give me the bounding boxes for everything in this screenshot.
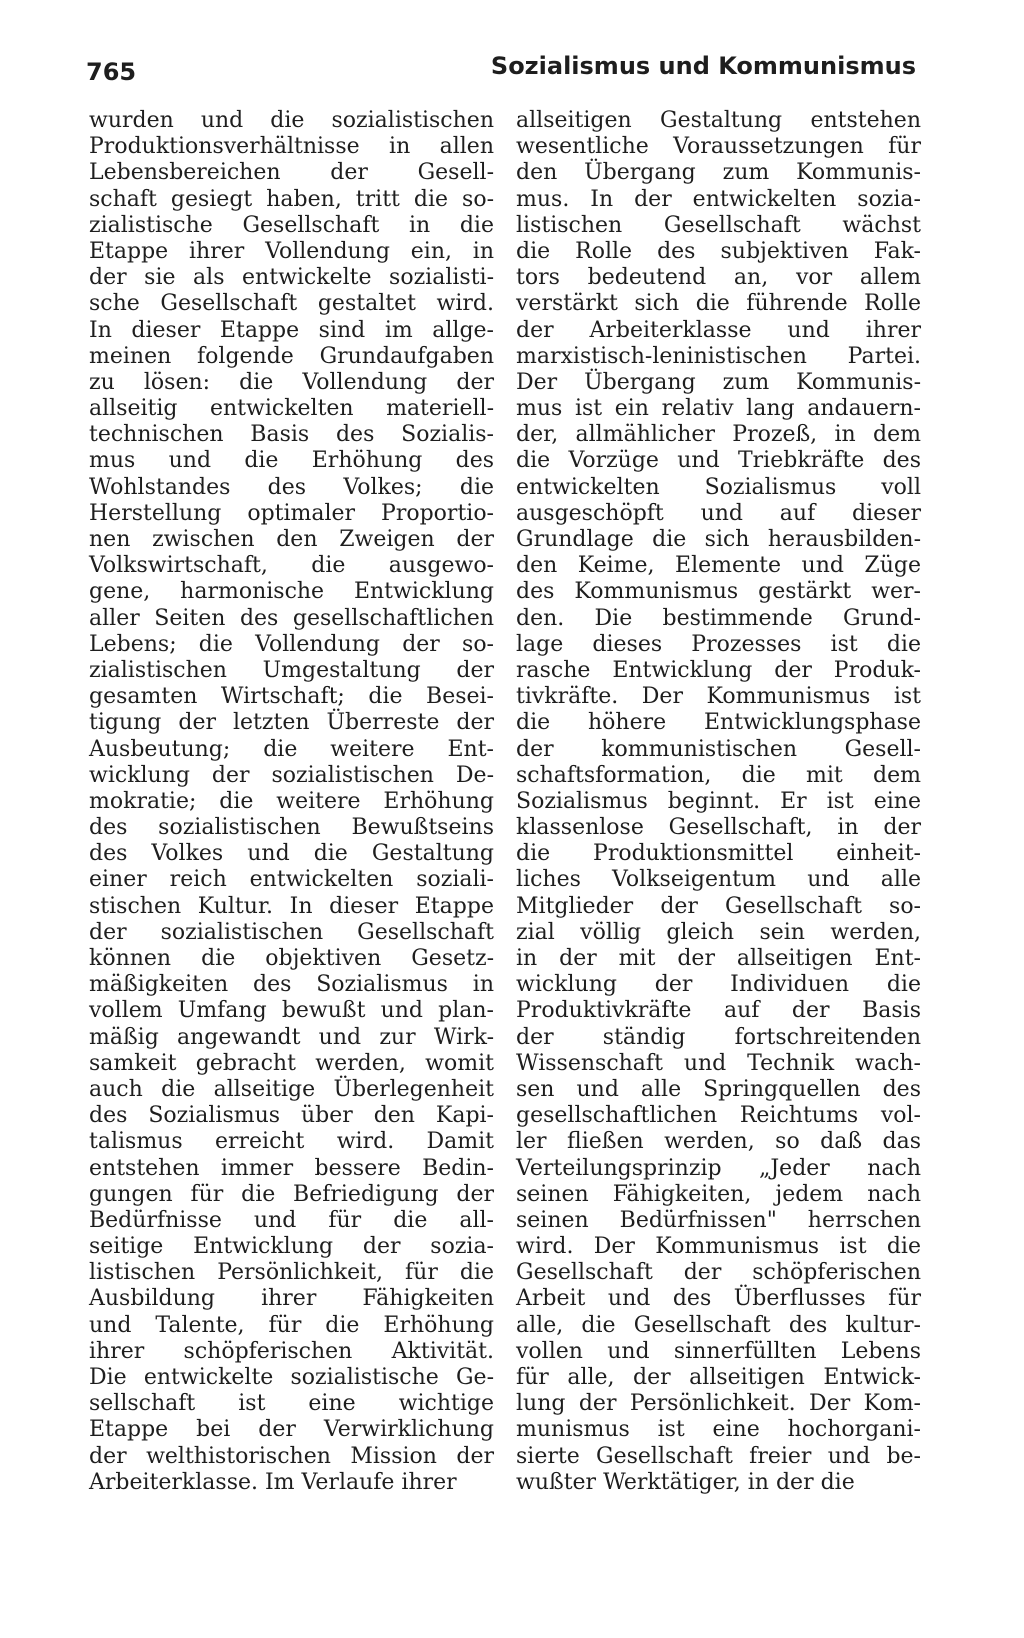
text-line: rasche Entwicklung der Produk- — [516, 657, 921, 683]
text-line: Arbeiterklasse. Im Verlaufe ihrer — [89, 1469, 457, 1495]
text-line: lage dieses Prozesses ist die — [516, 631, 921, 657]
text-line: talismus erreicht wird. Damit — [89, 1129, 494, 1155]
text-line: listischen Gesellschaft wächst — [516, 212, 921, 238]
text-line: in der mit der allseitigen Ent- — [516, 946, 921, 971]
text-line: der Arbeiterklasse und ihrer — [516, 317, 921, 343]
text-line: mäßig angewandt und zur Wirk- — [89, 1024, 494, 1050]
text-line: gesamten Wirtschaft; die Besei- — [89, 684, 494, 710]
text-line: lung der Persönlichkeit. Der Kom- — [516, 1391, 921, 1417]
text-line: zialistische Gesellschaft in die — [89, 212, 494, 238]
text-line: Sozialismus beginnt. Er ist eine — [516, 788, 921, 814]
text-line: munismus ist eine hochorgani- — [516, 1417, 921, 1443]
text-line: Herstellung optimaler Proportio- — [89, 500, 494, 526]
text-line: der kommunistischen Gesell- — [516, 736, 921, 762]
text-line: Wissenschaft und Technik wach- — [516, 1050, 921, 1076]
text-line: seitige Entwicklung der sozia- — [89, 1234, 494, 1260]
text-line: den Keime, Elemente und Züge — [516, 553, 921, 579]
text-line: die Vorzüge und Triebkräfte des — [516, 448, 921, 474]
text-line: mus und die Erhöhung des — [89, 448, 494, 474]
text-line: Mitglieder der Gesellschaft so- — [516, 893, 921, 919]
text-line: Lebensbereichen der Gesell- — [89, 160, 494, 186]
text-column-right — [516, 108, 921, 1496]
text-line: sellschaft ist eine wichtige — [89, 1391, 494, 1417]
text-line: Der Übergang zum Kommunis- — [516, 369, 921, 395]
page-header — [86, 50, 916, 90]
text-line: Verteilungsprinzip „Jeder nach — [516, 1155, 921, 1181]
text-column-left — [89, 108, 494, 1496]
text-line: stischen Kultur. In dieser Etappe — [89, 893, 494, 919]
text-line: des sozialistischen Bewußtseins — [89, 815, 494, 841]
text-line: aller Seiten des gesellschaftlichen — [89, 605, 494, 631]
text-line: den Übergang zum Kommunis- — [516, 160, 921, 186]
text-line: der sie als entwickelte sozialisti- — [89, 265, 494, 291]
text-line: der ständig fortschreitenden — [516, 1024, 921, 1050]
text-line: Ausbeutung; die weitere Ent- — [89, 736, 494, 762]
text-line: ausgeschöpft und auf dieser — [516, 500, 921, 526]
text-line: vollem Umfang bewußt und plan- — [89, 998, 494, 1024]
running-head: Sozialismus und Kommunismus — [490, 52, 916, 80]
text-line: des Volkes und die Gestaltung — [89, 841, 494, 867]
text-line: mus ist ein relativ lang andauern- — [516, 396, 921, 422]
text-line: die Rolle des subjektiven Fak- — [516, 238, 921, 264]
text-line: seinen Bedürfnissen" herrschen — [516, 1207, 921, 1233]
text-line: tivkräfte. Der Kommunismus ist — [516, 684, 921, 710]
text-line: sche Gesellschaft gestaltet wird. — [89, 291, 494, 317]
text-line: allseitig entwickelten materiell- — [89, 396, 494, 422]
text-line: entwickelten Sozialismus voll — [516, 474, 921, 500]
text-line: der, allmählicher Prozeß, in dem — [516, 422, 921, 448]
text-line: zialistischen Umgestaltung der — [89, 657, 494, 683]
text-line: Die entwickelte sozialistische Ge- — [89, 1365, 494, 1390]
text-line: Etappe ihrer Vollendung ein, in — [89, 238, 494, 264]
text-line: gene, harmonische Entwicklung — [89, 579, 494, 605]
text-line: gesellschaftlichen Reichtums vol- — [516, 1103, 921, 1129]
text-line: wesentliche Voraussetzungen für — [516, 134, 921, 160]
text-line: alle, die Gesellschaft des kultur- — [516, 1312, 921, 1338]
text-line: technischen Basis des Sozialis- — [89, 422, 494, 448]
text-line: wird. Der Kommunismus ist die — [516, 1234, 921, 1260]
text-line: meinen folgende Grundaufgaben — [89, 343, 494, 369]
text-line: der welthistorischen Mission der — [89, 1443, 494, 1469]
text-line: Ausbildung ihrer Fähigkeiten — [89, 1286, 494, 1312]
text-line: Grundlage die sich herausbilden- — [516, 527, 921, 552]
text-line: ler fließen werden, so daß das — [516, 1129, 921, 1155]
text-line: verstärkt sich die führende Rolle — [516, 291, 921, 317]
text-line: zu lösen: die Vollendung der — [89, 369, 494, 395]
text-line: seinen Fähigkeiten, jedem nach — [516, 1181, 921, 1207]
text-line: wußter Werktätiger, in der die — [516, 1469, 855, 1495]
text-line: die höhere Entwicklungsphase — [516, 710, 921, 736]
text-line: entstehen immer bessere Bedin- — [89, 1155, 494, 1181]
text-line: Volkswirtschaft, die ausgewo- — [89, 553, 494, 579]
text-line: Produktionsverhältnisse in allen — [89, 134, 494, 160]
text-line: für alle, der allseitigen Entwick- — [516, 1365, 921, 1390]
text-line: schaft gesiegt haben, tritt die so- — [89, 186, 494, 212]
text-line: samkeit gebracht werden, womit — [89, 1050, 494, 1076]
text-line: Lebens; die Vollendung der so- — [89, 631, 494, 657]
text-line: Wohlstandes des Volkes; die — [89, 474, 494, 500]
text-line: wurden und die sozialistischen — [89, 108, 494, 133]
text-line: tors bedeutend an, vor allem — [516, 265, 921, 291]
text-line: mäßigkeiten des Sozialismus in — [89, 972, 494, 998]
text-line: Bedürfnisse und für die all- — [89, 1207, 494, 1233]
text-line: In dieser Etappe sind im allge- — [89, 317, 494, 343]
text-line: Produktivkräfte auf der Basis — [516, 998, 921, 1024]
text-line: der sozialistischen Gesellschaft — [89, 919, 494, 945]
text-line: mokratie; die weitere Erhöhung — [89, 788, 494, 814]
text-line: klassenlose Gesellschaft, in der — [516, 815, 921, 841]
text-line: ihrer schöpferischen Aktivität. — [89, 1338, 494, 1364]
text-line: sierte Gesellschaft freier und be- — [516, 1443, 921, 1469]
text-line: den. Die bestimmende Grund- — [516, 605, 921, 631]
text-line: auch die allseitige Überlegenheit — [89, 1076, 494, 1102]
text-line: vollen und sinnerfüllten Lebens — [516, 1338, 921, 1364]
text-line: können die objektiven Gesetz- — [89, 946, 494, 971]
text-line: des Kommunismus gestärkt wer- — [516, 579, 921, 605]
text-line: schaftsformation, die mit dem — [516, 762, 921, 788]
text-line: listischen Persönlichkeit, für die — [89, 1260, 494, 1286]
text-line: Gesellschaft der schöpferischen — [516, 1260, 921, 1286]
text-line: Etappe bei der Verwirklichung — [89, 1417, 494, 1443]
text-line: die Produktionsmittel einheit- — [516, 841, 921, 867]
text-line: und Talente, für die Erhöhung — [89, 1312, 494, 1338]
text-line: liches Volkseigentum und alle — [516, 867, 921, 893]
text-line: Arbeit und des Überflusses für — [516, 1286, 921, 1312]
text-line: gungen für die Befriedigung der — [89, 1181, 494, 1207]
text-line: mus. In der entwickelten sozia- — [516, 186, 921, 212]
text-line: einer reich entwickelten soziali- — [89, 867, 494, 893]
text-line: nen zwischen den Zweigen der — [89, 527, 494, 552]
text-line: wicklung der Individuen die — [516, 972, 921, 998]
text-line: allseitigen Gestaltung entstehen — [516, 108, 921, 133]
text-line: wicklung der sozialistischen De- — [89, 762, 494, 788]
text-line: tigung der letzten Überreste der — [89, 710, 494, 736]
text-line: marxistisch-leninistischen Partei. — [516, 343, 921, 369]
page-number: 765 — [86, 58, 137, 86]
text-line: zial völlig gleich sein werden, — [516, 919, 921, 945]
text-line: des Sozialismus über den Kapi- — [89, 1103, 494, 1129]
text-line: sen und alle Springquellen des — [516, 1076, 921, 1102]
